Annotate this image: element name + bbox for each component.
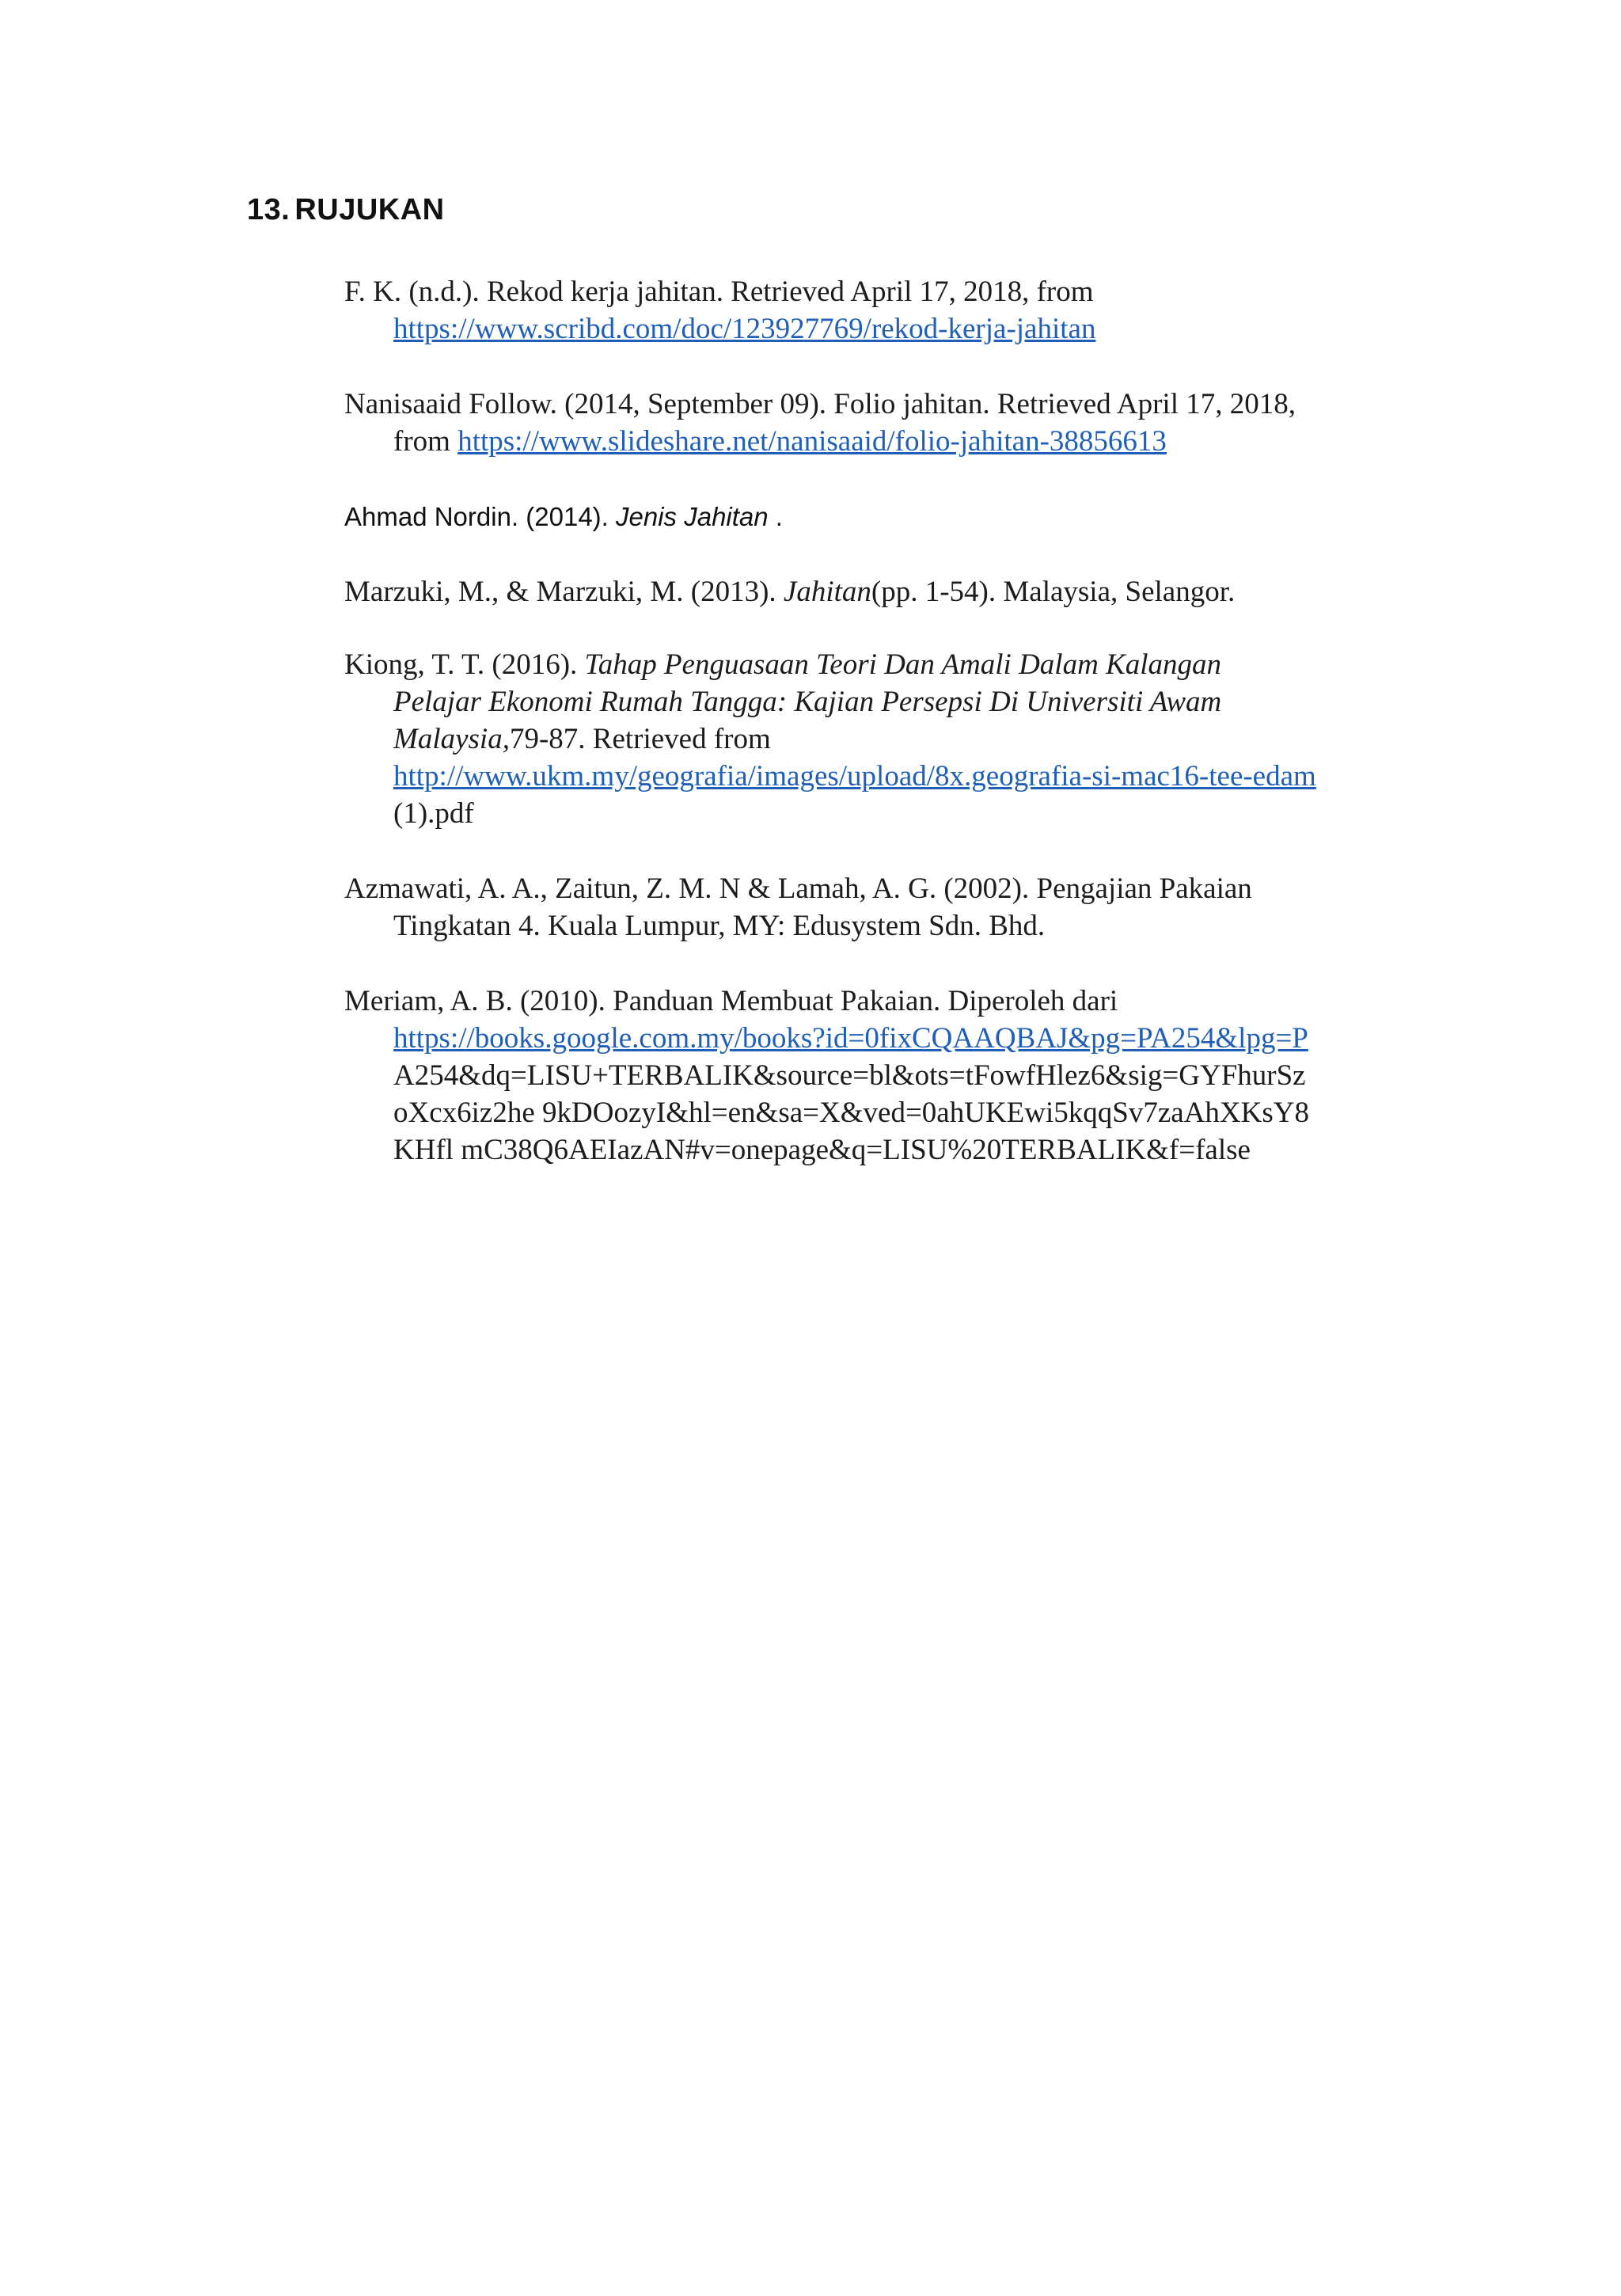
- reference-suffix: 79-87. Retrieved from: [509, 723, 771, 755]
- reference-list: [344, 273, 1500, 1169]
- reference-line: Nanisaaid Follow. (2014, September 09). Folio jahitan. Retrieved April 17, 2018,: [344, 388, 1296, 420]
- reference-text: Marzuki, M., & Marzuki, M. (2013).: [344, 576, 784, 608]
- reference-line: [344, 310, 1500, 348]
- reference-line: oXcx6iz2he 9kDOozyI&hl=en&sa=X&ved=0ahUKEwi5kqqSv7zaAhXKsY8: [393, 1097, 1309, 1129]
- reference-line: [344, 683, 1500, 720]
- reference-line: [344, 720, 1500, 758]
- reference-line: [344, 1020, 1500, 1057]
- reference-entry: [344, 498, 1500, 535]
- reference-suffix: .: [768, 502, 783, 531]
- reference-link[interactable]: https://books.google.com.my/books?id=0fixCQAAQBAJ&pg=PA254&lpg=P: [393, 1022, 1308, 1055]
- reference-line: [344, 646, 1500, 683]
- reference-suffix: (pp. 1-54). Malaysia, Selangor.: [871, 576, 1236, 608]
- reference-title: Jenis Jahitan: [616, 502, 769, 531]
- reference-line: F. K. (n.d.). Rekod kerja jahitan. Retrieved April 17, 2018, from: [344, 276, 1094, 308]
- reference-title: Jahitan: [783, 576, 871, 608]
- reference-text: Kiong, T. T. (2016).: [344, 648, 585, 681]
- reference-entry: [344, 646, 1500, 832]
- section-heading: [247, 193, 445, 227]
- reference-line: (1).pdf: [393, 797, 474, 830]
- reference-line: Meriam, A. B. (2010). Panduan Membuat Pakaian. Diperoleh dari: [344, 985, 1118, 1017]
- reference-line: [344, 758, 1500, 795]
- reference-line: KHfl mC38Q6AEIazAN#v=onepage&q=LISU%20TERBALIK&f=false: [393, 1134, 1251, 1166]
- section-title: RUJUKAN: [294, 193, 445, 226]
- reference-link[interactable]: http://www.ukm.my/geografia/images/upload/8x.geografia-si-mac16-tee-edam: [393, 760, 1316, 793]
- reference-link[interactable]: https://www.scribd.com/doc/123927769/rekod-kerja-jahitan: [393, 313, 1096, 345]
- reference-line: [344, 573, 1500, 610]
- reference-line: [344, 498, 1500, 535]
- reference-line: Tingkatan 4. Kuala Lumpur, MY: Edusystem Sdn. Bhd.: [393, 910, 1046, 942]
- reference-prefix: from: [393, 425, 458, 458]
- reference-title: Tahap Penguasaan Teori Dan Amali Dalam Kalangan: [584, 648, 1222, 681]
- reference-entry: [344, 273, 1500, 348]
- reference-title: Malaysia,: [393, 723, 510, 755]
- reference-entry: [344, 983, 1500, 1169]
- reference-line: A254&dq=LISU+TERBALIK&source=bl&ots=tFowfHlez6&sig=GYFhurSz: [393, 1059, 1306, 1092]
- section-number: 13.: [247, 193, 290, 226]
- reference-link[interactable]: https://www.slideshare.net/nanisaaid/folio-jahitan-38856613: [457, 425, 1167, 458]
- reference-title: Pelajar Ekonomi Rumah Tangga: Kajian Persepsi Di Universiti Awam: [393, 686, 1222, 718]
- reference-line: Azmawati, A. A., Zaitun, Z. M. N & Lamah, A. G. (2002). Pengajian Pakaian: [344, 872, 1252, 905]
- reference-line: [344, 423, 1500, 460]
- reference-entry: [344, 870, 1500, 945]
- reference-entry: [344, 386, 1500, 460]
- reference-text: Ahmad Nordin. (2014).: [344, 502, 617, 531]
- reference-entry: [344, 573, 1500, 610]
